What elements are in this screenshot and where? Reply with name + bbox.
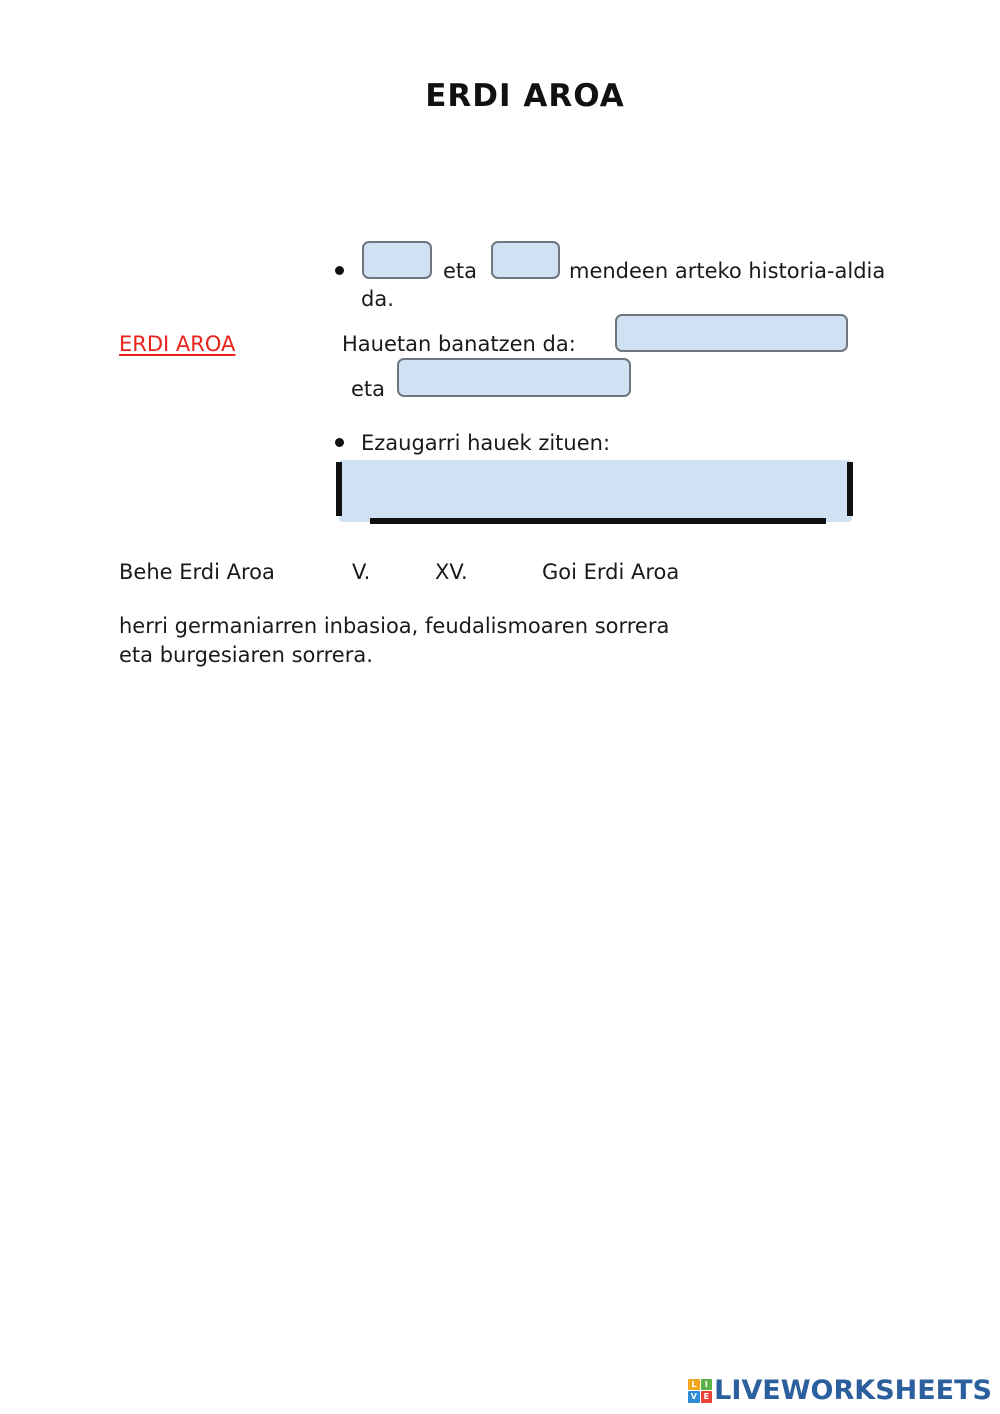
word-bank-item: XV. bbox=[435, 560, 468, 584]
century-start-blank[interactable] bbox=[362, 241, 432, 279]
and-text-2: eta bbox=[351, 377, 386, 401]
liveworksheets-logo-icon bbox=[688, 1379, 712, 1403]
answer-frame-bottom bbox=[370, 518, 826, 524]
topic-link[interactable]: ERDI AROA bbox=[119, 332, 236, 356]
answer-frame-left bbox=[336, 462, 342, 516]
word-bank-item: Behe Erdi Aroa bbox=[119, 560, 275, 584]
logo-letter: L bbox=[688, 1379, 700, 1391]
answer-frame-right bbox=[847, 462, 853, 516]
and-text-1: eta bbox=[443, 259, 478, 283]
sentence1-end: da. bbox=[361, 287, 394, 311]
period-first-blank[interactable] bbox=[615, 314, 848, 352]
sentence2-lead: Hauetan banatzen da: bbox=[342, 332, 576, 356]
sentence3-lead: Ezaugarri hauek zituen: bbox=[361, 431, 611, 455]
page-title: ERDI AROA bbox=[425, 78, 625, 114]
brand-name: LIVEWORKSHEETS bbox=[714, 1375, 992, 1406]
characteristics-blank[interactable] bbox=[339, 460, 852, 522]
bullet-icon bbox=[335, 438, 344, 447]
century-end-blank[interactable] bbox=[491, 241, 560, 279]
word-bank-item: V. bbox=[352, 560, 371, 584]
logo-letter: I bbox=[701, 1379, 713, 1391]
period-second-blank[interactable] bbox=[397, 358, 631, 397]
word-bank-line: eta burgesiaren sorrera. bbox=[119, 643, 373, 667]
logo-letter: E bbox=[701, 1391, 713, 1403]
logo-letter: V bbox=[688, 1391, 700, 1403]
word-bank-line: herri germaniarren inbasioa, feudalismoaren sorrera bbox=[119, 614, 670, 638]
brand-logo[interactable] bbox=[688, 1375, 992, 1406]
word-bank-item: Goi Erdi Aroa bbox=[542, 560, 680, 584]
sentence1-rest: mendeen arteko historia-aldia bbox=[569, 259, 886, 283]
bullet-icon bbox=[335, 266, 344, 275]
